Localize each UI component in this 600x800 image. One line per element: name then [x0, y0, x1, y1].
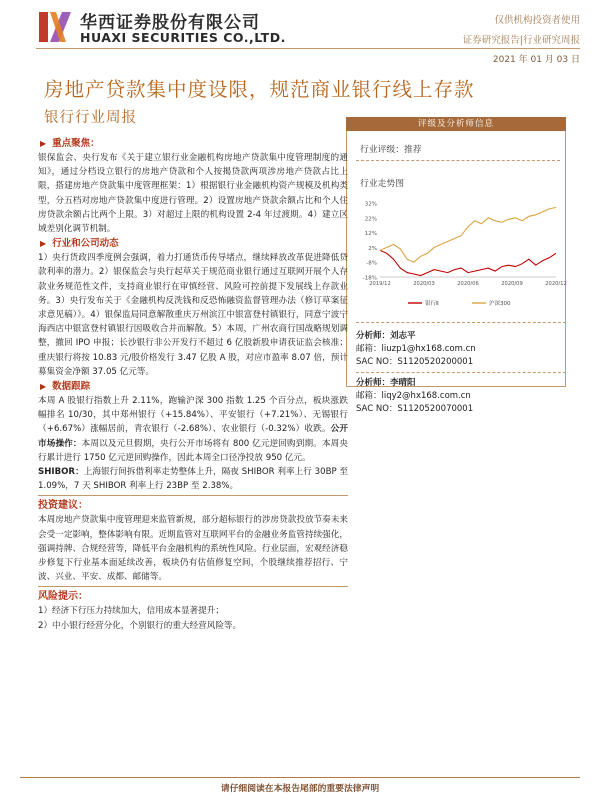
analyst-email[interactable]: 邮箱：liuzp1@hx168.com.cn [356, 344, 476, 354]
chart-y-tick-label: 12% [364, 231, 377, 238]
section-dynamics-label: 行业和公司动态 [52, 238, 119, 250]
bullet-triangle-icon: ▶ [40, 139, 47, 148]
data-shibor-label: SHIBOR： [38, 467, 84, 478]
chart-y-tick-label: -18% [362, 275, 377, 282]
analyst-divider-mid [356, 372, 566, 373]
analyst-sac: SAC NO：S1120520200001 [356, 357, 474, 367]
chart-series-line [380, 207, 556, 262]
analyst-sac: SAC NO：S1120520070001 [356, 404, 474, 414]
page-subtitle: 银行行业周报 [44, 110, 137, 126]
section-data-heading [38, 379, 348, 394]
analyst-email[interactable]: 邮箱：liqy2@hx168.com.cn [356, 391, 471, 401]
chart-y-tick-label: 32% [364, 201, 377, 208]
section-advice-heading: 投资建议： [38, 500, 88, 512]
section-risk-heading: 风险提示： [38, 591, 88, 603]
chart-x-tick-label: 2019/12 [369, 281, 391, 287]
report-date: 2021 年 01 月 03 日 [492, 55, 580, 65]
analyst-card-1 [356, 330, 476, 369]
section-data-body [38, 394, 348, 493]
chart-y-tick-label: -8% [366, 260, 377, 267]
chart-x-tick-label: 2020/09 [501, 281, 523, 287]
report-type: 证券研究报告|行业研究周报 [462, 35, 580, 46]
section-dynamics-heading [38, 236, 348, 251]
legal-notice: 请仔细阅读在本报告尾部的重要法律声明 [220, 784, 380, 794]
section-divider [38, 495, 348, 496]
analyst-card-2 [356, 377, 473, 416]
chart-x-tick-label: 2020/03 [413, 281, 435, 287]
data-open-market-label: 公开市场操作： [38, 424, 348, 449]
chart-legend-label: 银行Ⅱ [425, 301, 439, 307]
risk-item: 1）经济下行压力持续加大，信用成本显著提升； [38, 606, 224, 617]
audience-notice: 仅供机构投资者使用 [494, 15, 580, 26]
section-advice-body: 本周房地产贷款集中度管理迎来监管新规，部分超标银行的涉房贷款投放节奏未来会受一定影响，整体影响有限。近期监管对互联网平台的金融业务监管持续强化，强调持牌、合规经营等，降低平台金融机构的系统性风险。行业层面，宏观经济稳步修复下行业基本面延续改善，板块仍有估值修复空间，个股继续推荐招行、宁波、兴业、平安、成都、邮储等。 [38, 515, 348, 583]
section-divider [38, 586, 348, 587]
company-name-en: HUAXI SECURITIES CO.,LTD. [80, 30, 286, 45]
chart-y-axis [363, 202, 377, 282]
chart-y-tick-label: 22% [364, 216, 377, 223]
footer-divider [20, 777, 580, 778]
chart-x-tick-label: 2020/12 [545, 281, 567, 287]
chart-legend [408, 299, 511, 307]
chart-y-tick-label: 2% [368, 245, 377, 252]
huaxi-logo-icon [36, 8, 74, 46]
bullet-triangle-icon: ▶ [40, 239, 47, 249]
sidebar-divider [356, 160, 560, 161]
section-focus-body: 银保监会、央行发布《关于建立银行业金融机构房地产贷款集中度管理制度的通知》，通过分档设立银行的房地产贷款和个人按揭贷款两项涉房地产贷款占比上限，搭建房地产贷款集中度管理框架：1）根据银行业金融机构资产规模及机构类型，分五档对房地产贷款集中度进行管理。2）设置房地产贷款余额占比和个人住房贷款余额占比两个上限。3）对超过上限的机构设置 2-4 年过渡期。4）建立区域差别化调节机制。 [38, 153, 348, 235]
report-body [38, 136, 348, 633]
chart-label: 行业走势图 [360, 179, 404, 189]
sidebar-title: 评级及分析师信息 [346, 117, 566, 131]
chart-x-tick-label: 2020/06 [457, 281, 479, 287]
header-divider [36, 48, 580, 49]
chart-series-group [380, 207, 556, 275]
company-name-cn: 华西证券股份有限公司 [80, 13, 260, 33]
bullet-triangle-icon: ▶ [40, 382, 47, 392]
analyst-divider-top [356, 322, 566, 323]
section-data-label: 数据跟踪 [52, 381, 91, 393]
section-focus-heading [38, 136, 348, 151]
section-dynamics-body: 1）央行货政四季度例会强调，着力打通货币传导堵点，继续释放改革促进降低贷款利率的潜力。2）银保监会与央行起草关于规范商业银行通过互联网开展个人存款业务规范性文件，支持商业银行在审慎经营、风险可控前提下发展线上存款业务。3）央行发布关于《金融机构反洗钱和反恐怖融资监督管理办法（修订草案征求意见稿）》。4）银保监局同意解散重庆万州滨江中银富登村镇银行，同意宁波宁海西店中银富登村镇银行因吸收合并而解散。5）本周，广州农商行国战略规划调整，撤回 IPO 申报；长沙银行非公开发行不超过 6 亿股新股申请获证监会核准；重庆银行将按 10.83 元/股价格发行 3.47 亿股 A 股，对应市盈率 8.07 倍，预计募集资金净额 37.05 亿元等。 [38, 253, 348, 377]
chart-legend-label: 沪深300 [489, 301, 511, 307]
chart-series-line [380, 250, 556, 275]
industry-rating: 行业评级：推荐 [360, 145, 422, 155]
data-index-text: 本周 A 股银行指数上升 2.11%，跑输沪深 300 指数 1.25 个百分点，板块涨跌幅排名 10/30，其中郑州银行（+15.84%）、平安银行（+7.21%）、无锡银行（+6.67%）涨幅居前，青农银行（-2.68%）、农业银行（-0.32%）收跌。 [38, 396, 348, 435]
page-title: 房地产贷款集中度设限，规范商业银行线上存款 [44, 78, 475, 101]
industry-trend-chart [356, 195, 567, 313]
analyst-name: 分析师：李晴阳 [356, 378, 416, 388]
company-logo [36, 8, 336, 48]
data-open-market-text: 本周以及元旦假期，央行公开市场将有 800 亿元逆回购到期。本周央行累计进行 1750 亿元逆回购操作，因此本周全口径净投放 950 亿元。 [38, 438, 348, 463]
analyst-name: 分析师：刘志平 [356, 331, 416, 341]
section-focus-label: 重点聚焦： [52, 138, 100, 149]
data-shibor-text: 上海银行间拆借利率走势整体上升，隔夜 SHIBOR 利率上行 30BP 至 1.09%，7 天 SHIBOR 利率上行 23BP 至 2.38%。 [38, 467, 349, 492]
chart-x-axis [369, 281, 567, 287]
risk-item: 2）中小银行经营分化，个别银行的重大经营风险等。 [38, 620, 242, 631]
